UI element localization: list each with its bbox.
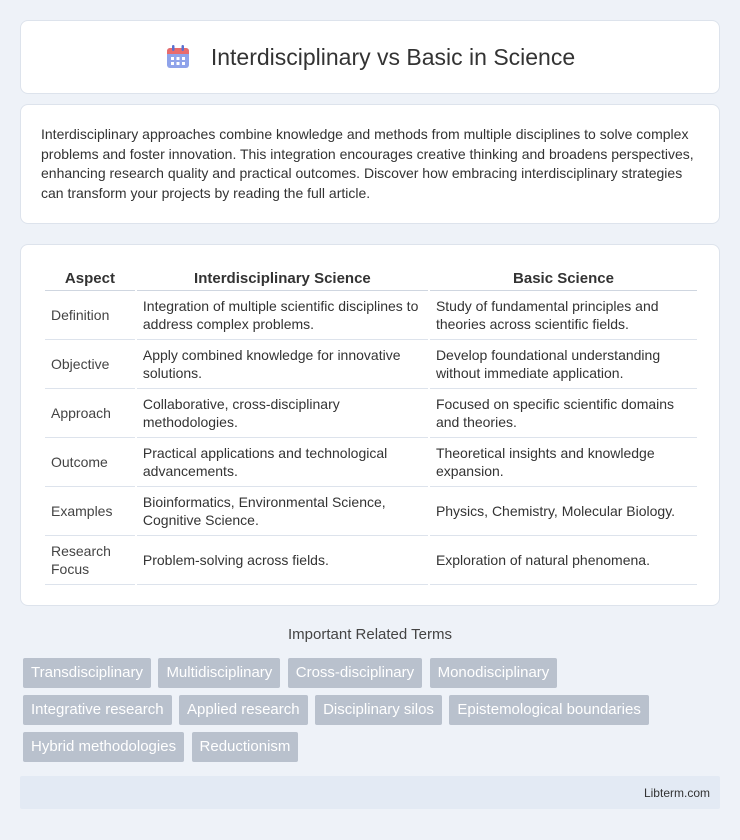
row-basic: Develop foundational understanding without immediate application. (430, 340, 697, 389)
calendar-icon (165, 44, 191, 70)
related-terms-title: Important Related Terms (288, 626, 452, 643)
related-terms-list (23, 658, 723, 769)
row-basic: Study of fundamental principles and theories across scientific fields. (430, 291, 697, 340)
header-interdisciplinary: Interdisciplinary Science (137, 265, 428, 291)
row-basic: Theoretical insights and knowledge expansion. (430, 438, 697, 487)
table-row (45, 487, 697, 536)
row-interdisciplinary: Practical applications and technological advancements. (137, 438, 428, 487)
row-interdisciplinary: Apply combined knowledge for innovative solutions. (137, 340, 428, 389)
tag-transdisciplinary[interactable]: Transdisciplinary (23, 658, 151, 688)
header-aspect: Aspect (45, 265, 135, 291)
tag-reductionism[interactable]: Reductionism (192, 732, 299, 762)
row-basic: Exploration of natural phenomena. (430, 536, 697, 585)
table-row (45, 438, 697, 487)
row-aspect: Objective (45, 340, 135, 389)
tag-disciplinary-silos[interactable]: Disciplinary silos (315, 695, 442, 725)
row-aspect: Outcome (45, 438, 135, 487)
tag-integrative-research[interactable]: Integrative research (23, 695, 172, 725)
table-header-row (45, 265, 697, 291)
page-title: Interdisciplinary vs Basic in Science (210, 43, 576, 70)
row-aspect: Definition (45, 291, 135, 340)
row-aspect: Research Focus (45, 536, 135, 585)
intro-text: Interdisciplinary approaches combine knowledge and methods from multiple disciplines to solve complex problems and foster innovation. This integration encourages creative thinking and broadens perspectives, enhancing research quality and practical outcomes. Discover how embracing interdisciplinary strategies can transform your projects by reading the full article. (41, 126, 694, 201)
tag-multidisciplinary[interactable]: Multidisciplinary (158, 658, 280, 688)
comparison-card (20, 244, 720, 606)
footer (20, 776, 720, 809)
row-basic: Physics, Chemistry, Molecular Biology. (430, 487, 697, 536)
title-card (20, 20, 720, 94)
row-interdisciplinary: Integration of multiple scientific disciplines to address complex problems. (137, 291, 428, 340)
intro-card (20, 104, 720, 224)
tag-hybrid-methodologies[interactable]: Hybrid methodologies (23, 732, 184, 762)
table-row (45, 389, 697, 438)
tag-monodisciplinary[interactable]: Monodisciplinary (430, 658, 558, 688)
comparison-table (43, 265, 699, 585)
table-row (45, 340, 697, 389)
table-row (45, 291, 697, 340)
row-interdisciplinary: Bioinformatics, Environmental Science, Cognitive Science. (137, 487, 428, 536)
header-basic: Basic Science (430, 265, 697, 291)
tag-applied-research[interactable]: Applied research (179, 695, 308, 725)
row-interdisciplinary: Collaborative, cross-disciplinary methodologies. (137, 389, 428, 438)
footer-link[interactable]: Libterm.com (643, 786, 710, 800)
tag-epistemological-boundaries[interactable]: Epistemological boundaries (449, 695, 648, 725)
row-interdisciplinary: Problem-solving across fields. (137, 536, 428, 585)
tag-cross-disciplinary[interactable]: Cross-disciplinary (288, 658, 422, 688)
table-row (45, 536, 697, 585)
row-aspect: Examples (45, 487, 135, 536)
row-aspect: Approach (45, 389, 135, 438)
row-basic: Focused on specific scientific domains and theories. (430, 389, 697, 438)
